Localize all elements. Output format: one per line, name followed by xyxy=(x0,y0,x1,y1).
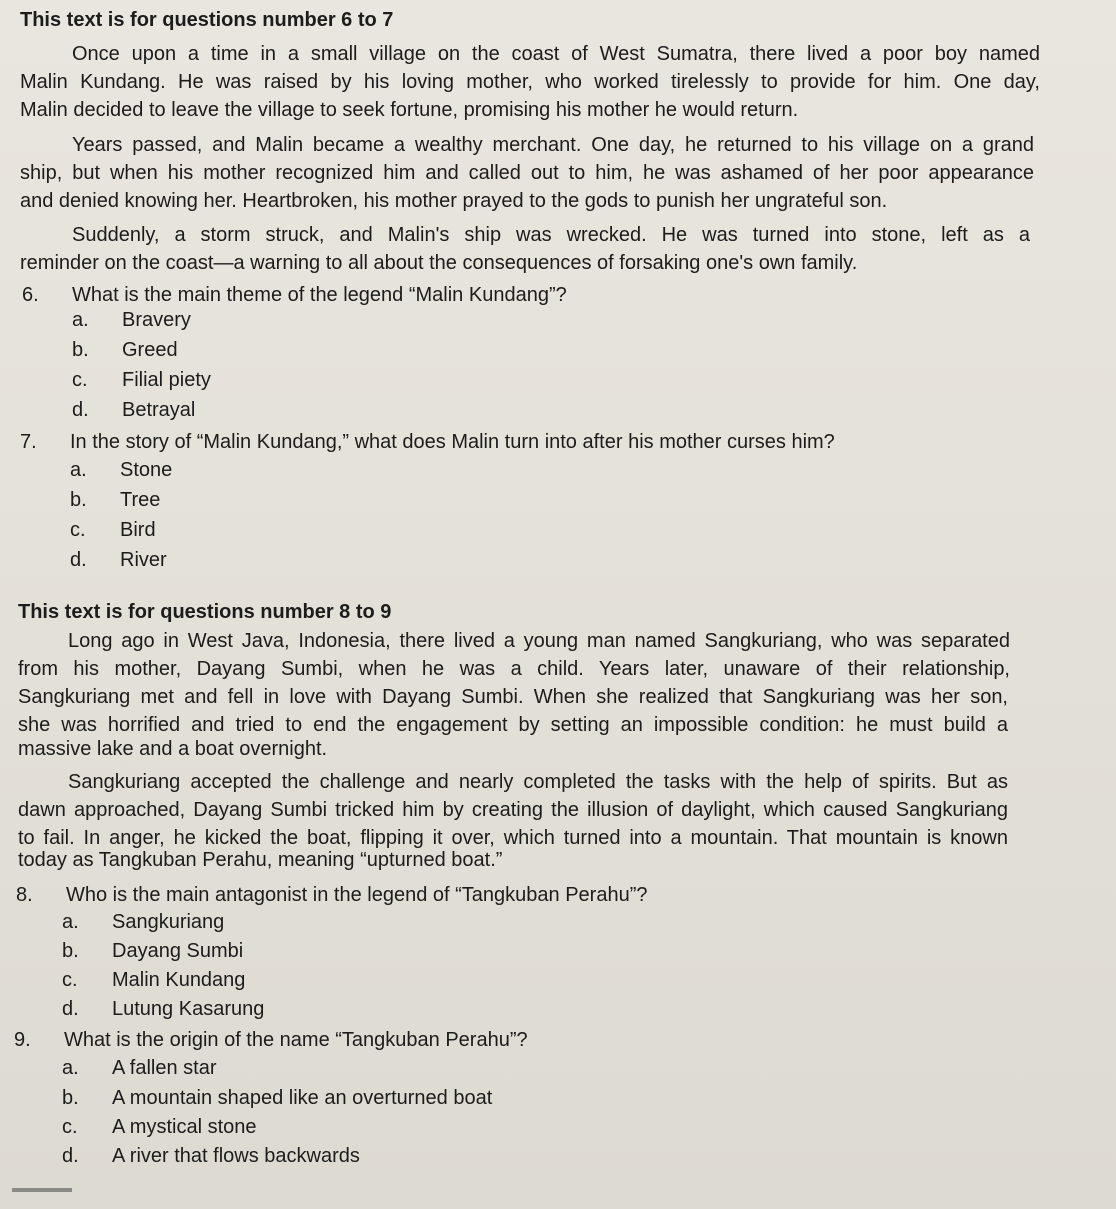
story-line: Suddenly, a storm struck, and Malin's ship was wrecked. He was turned into stone, left as a xyxy=(72,224,1030,246)
option-9a[interactable]: a. A fallen star xyxy=(62,1057,217,1079)
story-line: Sangkuriang accepted the challenge and nearly completed the tasks with the help of spirits. But as xyxy=(68,771,1008,793)
section-heading-6-7: This text is for questions number 6 to 7 xyxy=(20,9,394,31)
section-heading-8-9: This text is for questions number 8 to 9 xyxy=(18,601,392,623)
option-7d[interactable]: d. River xyxy=(70,549,167,571)
story-line: from his mother, Dayang Sumbi, when he was a child. Years later, unaware of their relationship, xyxy=(18,658,1010,680)
option-7b[interactable]: b. Tree xyxy=(70,489,161,511)
question-9: 9. What is the origin of the name “Tangkuban Perahu”? xyxy=(14,1029,528,1051)
option-8c[interactable]: c. Malin Kundang xyxy=(62,969,246,991)
option-6b[interactable]: b. Greed xyxy=(72,339,178,361)
option-9c[interactable]: c. A mystical stone xyxy=(62,1116,257,1138)
story-line: dawn approached, Dayang Sumbi tricked him by creating the illusion of daylight, which caused Sangkuriang xyxy=(18,799,1008,821)
story-line: Years passed, and Malin became a wealthy merchant. One day, he returned to his village on a grand xyxy=(72,134,1034,156)
story-line: ship, but when his mother recognized him and called out to him, he was ashamed of her poor appearance xyxy=(20,162,1034,184)
option-8b[interactable]: b. Dayang Sumbi xyxy=(62,940,244,962)
story-line: reminder on the coast—a warning to all about the consequences of forsaking one's own family. xyxy=(20,252,858,274)
story-line: she was horrified and tried to end the engagement by setting an impossible condition: he must build a xyxy=(18,714,1008,736)
page-edge-mark xyxy=(12,1188,72,1192)
story-line: Once upon a time in a small village on the coast of West Sumatra, there lived a poor boy named xyxy=(72,43,1040,65)
question-6: 6. What is the main theme of the legend “Malin Kundang”? xyxy=(22,284,567,306)
option-7a[interactable]: a. Stone xyxy=(70,459,173,481)
option-6d[interactable]: d. Betrayal xyxy=(72,399,196,421)
option-9b[interactable]: b. A mountain shaped like an overturned boat xyxy=(62,1087,493,1109)
story-line: and denied knowing her. Heartbroken, his mother prayed to the gods to punish her ungrateful son. xyxy=(20,190,888,212)
option-6a[interactable]: a. Bravery xyxy=(72,309,191,331)
story-line: Long ago in West Java, Indonesia, there lived a young man named Sangkuriang, who was separated xyxy=(68,630,1010,652)
option-6c[interactable]: c. Filial piety xyxy=(72,369,211,391)
story-line: Malin decided to leave the village to seek fortune, promising his mother he would return. xyxy=(20,99,799,121)
option-7c[interactable]: c. Bird xyxy=(70,519,156,541)
story-line: today as Tangkuban Perahu, meaning “upturned boat.” xyxy=(18,849,503,871)
option-8d[interactable]: d. Lutung Kasarung xyxy=(62,998,265,1020)
story-line: to fail. In anger, he kicked the boat, flipping it over, which turned into a mountain. That mountain is known xyxy=(18,827,1008,849)
story-line: massive lake and a boat overnight. xyxy=(18,738,328,760)
story-line: Sangkuriang met and fell in love with Dayang Sumbi. When she realized that Sangkuriang was her son, xyxy=(18,686,1008,708)
story-line: Malin Kundang. He was raised by his loving mother, who worked tirelessly to provide for him. One day, xyxy=(20,71,1040,93)
question-8: 8. Who is the main antagonist in the legend of “Tangkuban Perahu”? xyxy=(16,884,648,906)
option-8a[interactable]: a. Sangkuriang xyxy=(62,911,225,933)
option-9d[interactable]: d. A river that flows backwards xyxy=(62,1145,360,1167)
question-7: 7. In the story of “Malin Kundang,” what does Malin turn into after his mother curses him? xyxy=(20,431,835,453)
